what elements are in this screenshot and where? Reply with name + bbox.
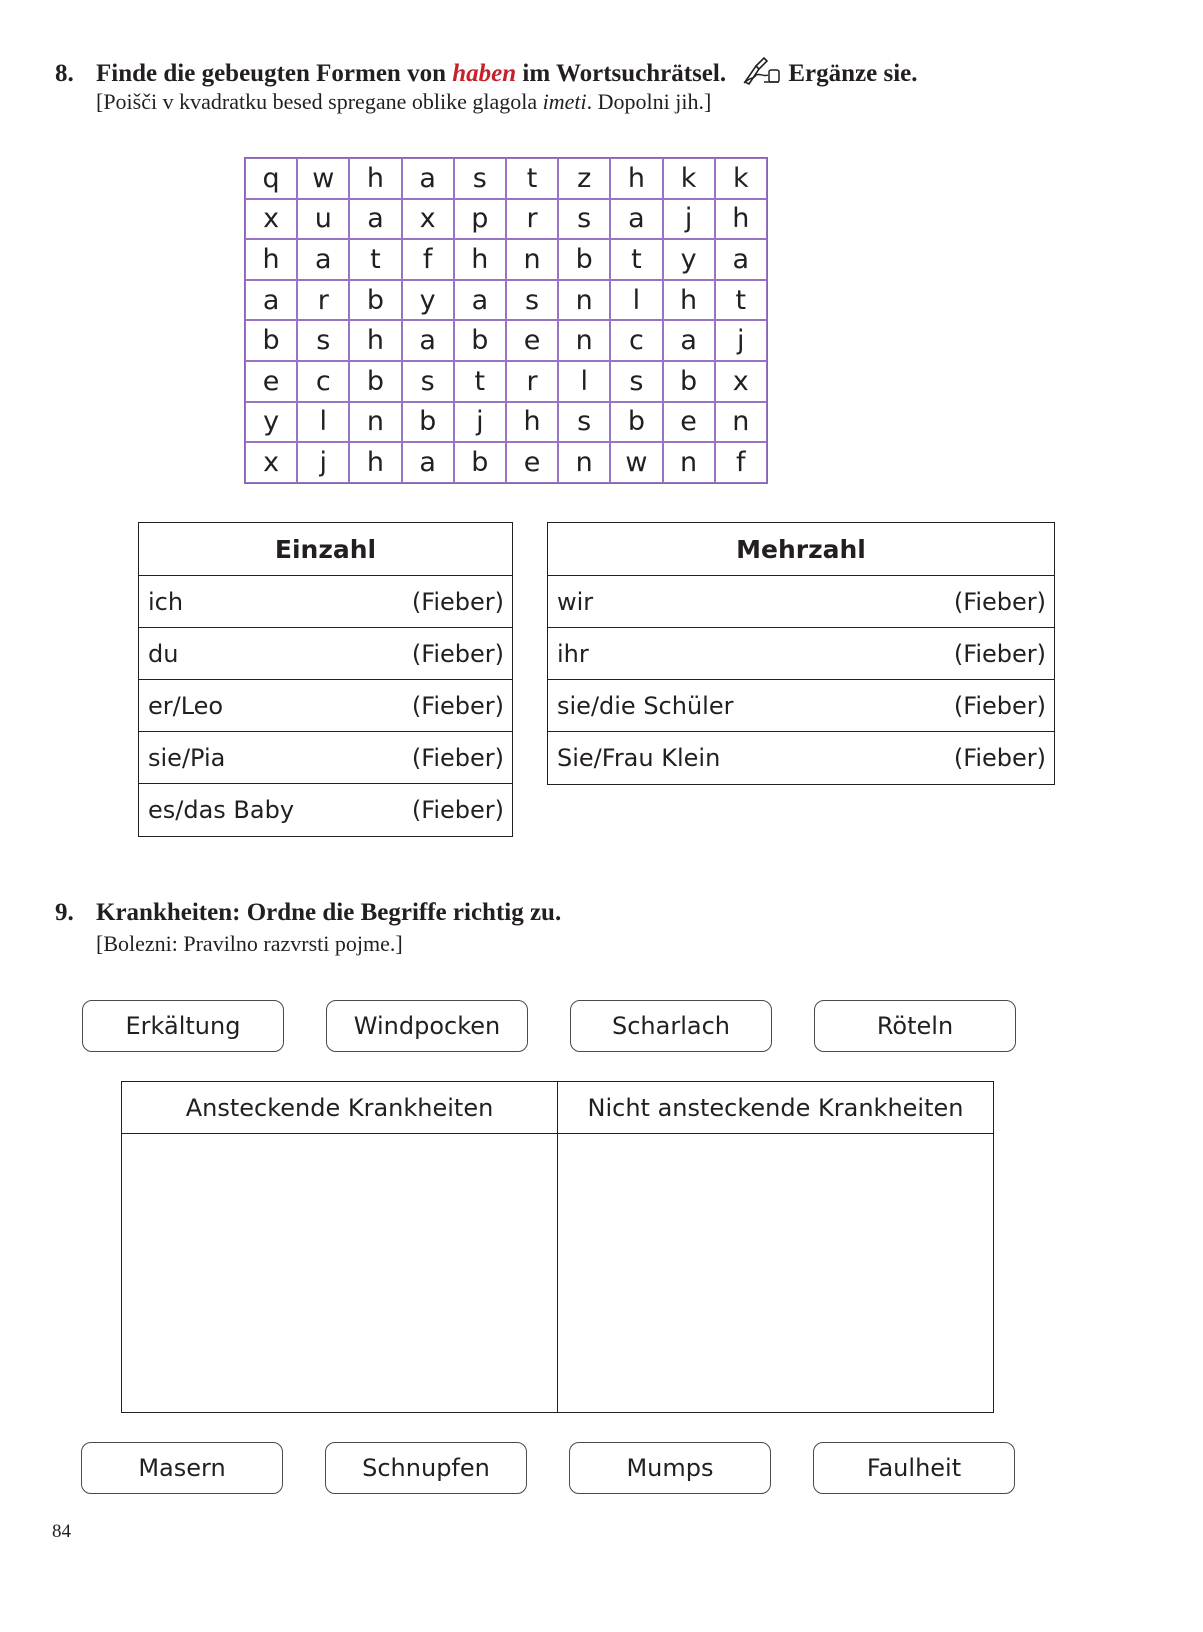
grid-cell[interactable]: h <box>245 239 297 280</box>
grid-cell[interactable]: n <box>349 402 401 443</box>
drop-area-contagious[interactable] <box>122 1134 558 1412</box>
grid-cell[interactable]: l <box>558 361 610 402</box>
grid-cell[interactable]: s <box>297 320 349 361</box>
title-text: Finde die gebeugten Formen von <box>96 60 453 87</box>
term-card[interactable]: Windpocken <box>326 1000 528 1052</box>
grid-cell[interactable]: p <box>454 199 506 240</box>
grid-cell[interactable]: h <box>454 239 506 280</box>
grid-cell[interactable]: h <box>663 280 715 321</box>
grid-cell[interactable]: h <box>349 320 401 361</box>
task-8-title <box>55 57 917 92</box>
grid-cell[interactable]: l <box>297 402 349 443</box>
hint-label: (Fieber) <box>411 691 504 720</box>
grid-cell[interactable]: a <box>402 320 454 361</box>
grid-cell[interactable]: b <box>402 402 454 443</box>
pronoun-label: ihr <box>557 639 589 668</box>
word-search-grid <box>244 157 768 484</box>
title-text: Ergänze sie. <box>788 60 918 87</box>
sorting-table <box>121 1081 994 1413</box>
pronoun-label: sie/Pia <box>148 743 226 772</box>
pronoun-label: du <box>148 639 179 668</box>
grid-cell[interactable]: t <box>454 361 506 402</box>
grid-cell[interactable]: n <box>558 280 610 321</box>
singular-table <box>138 522 513 837</box>
grid-cell[interactable]: k <box>715 158 767 199</box>
grid-cell[interactable]: f <box>715 442 767 483</box>
grid-cell[interactable]: n <box>663 442 715 483</box>
subtitle-text: [Poišči v kvadratku besed spregane oblike glagola <box>96 89 543 114</box>
grid-cell[interactable]: n <box>558 442 610 483</box>
plural-header: Mehrzahl <box>548 523 1054 576</box>
grid-cell[interactable]: t <box>715 280 767 321</box>
plural-table <box>547 522 1055 785</box>
grid-cell[interactable]: e <box>245 361 297 402</box>
pronoun-label: sie/die Schüler <box>557 691 734 720</box>
grid-cell[interactable]: h <box>349 442 401 483</box>
grid-cell[interactable]: r <box>506 199 558 240</box>
grid-cell[interactable]: e <box>663 402 715 443</box>
grid-cell[interactable]: t <box>610 239 662 280</box>
grid-cell[interactable]: x <box>402 199 454 240</box>
highlight-word: haben <box>452 60 517 87</box>
grid-cell[interactable]: c <box>610 320 662 361</box>
grid-cell[interactable]: w <box>610 442 662 483</box>
grid-cell[interactable]: b <box>349 280 401 321</box>
grid-cell[interactable]: s <box>558 402 610 443</box>
grid-cell[interactable]: n <box>715 402 767 443</box>
grid-cell[interactable]: s <box>558 199 610 240</box>
grid-cell[interactable]: n <box>506 239 558 280</box>
term-card[interactable]: Mumps <box>569 1442 771 1494</box>
grid-cell[interactable]: t <box>349 239 401 280</box>
pronoun-label: es/das Baby <box>148 796 295 824</box>
grid-cell[interactable]: w <box>297 158 349 199</box>
drop-area-non-contagious[interactable] <box>558 1134 993 1412</box>
hint-label: (Fieber) <box>953 744 1046 772</box>
grid-cell[interactable]: j <box>454 402 506 443</box>
grid-cell[interactable]: s <box>506 280 558 321</box>
conjugation-row[interactable] <box>139 680 512 732</box>
grid-cell[interactable]: a <box>297 239 349 280</box>
conjugation-row[interactable] <box>548 680 1054 732</box>
grid-cell[interactable]: j <box>715 320 767 361</box>
pronoun-label: ich <box>148 587 184 616</box>
task-number: 9. <box>55 899 74 926</box>
grid-cell[interactable]: h <box>506 402 558 443</box>
grid-cell[interactable]: x <box>715 361 767 402</box>
grid-cell[interactable]: x <box>245 442 297 483</box>
grid-cell[interactable]: a <box>245 280 297 321</box>
subtitle-italic: imeti <box>542 89 587 114</box>
grid-cell[interactable]: n <box>558 320 610 361</box>
page-number: 84 <box>52 1521 71 1542</box>
grid-cell[interactable]: h <box>715 199 767 240</box>
grid-cell[interactable]: a <box>402 442 454 483</box>
term-card[interactable]: Scharlach <box>570 1000 772 1052</box>
pronoun-label: Sie/Frau Klein <box>557 744 721 772</box>
grid-cell[interactable]: k <box>663 158 715 199</box>
term-card[interactable]: Röteln <box>814 1000 1016 1052</box>
term-card[interactable]: Masern <box>81 1442 283 1494</box>
pronoun-label: wir <box>557 587 594 616</box>
grid-cell[interactable]: u <box>297 199 349 240</box>
grid-cell[interactable]: b <box>663 361 715 402</box>
conjugation-row[interactable] <box>548 576 1054 628</box>
grid-cell[interactable]: r <box>297 280 349 321</box>
pronoun-label: er/Leo <box>148 691 224 720</box>
task-8-subtitle <box>96 89 711 115</box>
task-number: 8. <box>55 60 74 87</box>
pencil-writing-icon <box>742 57 782 92</box>
hint-label: (Fieber) <box>411 639 504 668</box>
task-9-title <box>55 899 561 927</box>
grid-cell[interactable]: c <box>297 361 349 402</box>
title-text: Krankheiten: Ordne die Begriffe richtig zu. <box>96 899 562 926</box>
grid-cell[interactable]: r <box>506 361 558 402</box>
conjugation-row[interactable] <box>548 732 1054 784</box>
grid-cell[interactable]: l <box>610 280 662 321</box>
grid-cell[interactable]: b <box>454 320 506 361</box>
term-card[interactable]: Faulheit <box>813 1442 1015 1494</box>
task-9-subtitle: [Bolezni: Pravilno razvrsti pojme.] <box>96 931 403 956</box>
grid-cell[interactable]: a <box>610 199 662 240</box>
grid-cell[interactable]: j <box>663 199 715 240</box>
grid-cell[interactable]: a <box>349 199 401 240</box>
grid-cell[interactable]: y <box>663 239 715 280</box>
grid-cell[interactable]: f <box>402 239 454 280</box>
grid-cell[interactable]: b <box>349 361 401 402</box>
grid-cell[interactable]: e <box>506 442 558 483</box>
grid-cell[interactable]: b <box>245 320 297 361</box>
conjugation-row[interactable] <box>548 628 1054 680</box>
grid-cell[interactable]: b <box>454 442 506 483</box>
grid-cell[interactable]: q <box>245 158 297 199</box>
grid-cell[interactable]: s <box>402 361 454 402</box>
grid-cell[interactable]: b <box>558 239 610 280</box>
column-header-non-contagious: Nicht ansteckende Krankheiten <box>558 1082 993 1134</box>
hint-label: (Fieber) <box>411 743 504 772</box>
grid-cell[interactable]: t <box>506 158 558 199</box>
grid-cell[interactable]: e <box>506 320 558 361</box>
grid-cell[interactable]: a <box>715 239 767 280</box>
hint-label: (Fieber) <box>953 691 1046 720</box>
conjugation-row[interactable] <box>139 628 512 680</box>
column-header-contagious: Ansteckende Krankheiten <box>122 1082 558 1134</box>
hint-label: (Fieber) <box>411 796 504 824</box>
hint-label: (Fieber) <box>411 587 504 616</box>
grid-cell[interactable]: y <box>402 280 454 321</box>
grid-cell[interactable]: s <box>454 158 506 199</box>
grid-cell[interactable]: a <box>663 320 715 361</box>
singular-header: Einzahl <box>139 523 512 576</box>
hint-label: (Fieber) <box>953 639 1046 668</box>
term-card[interactable]: Erkältung <box>82 1000 284 1052</box>
grid-cell[interactable]: z <box>558 158 610 199</box>
grid-cell[interactable]: h <box>349 158 401 199</box>
grid-cell[interactable]: y <box>245 402 297 443</box>
grid-cell[interactable]: a <box>454 280 506 321</box>
grid-cell[interactable]: b <box>610 402 662 443</box>
grid-cell[interactable]: s <box>610 361 662 402</box>
grid-cell[interactable]: h <box>610 158 662 199</box>
term-card[interactable]: Schnupfen <box>325 1442 527 1494</box>
grid-cell[interactable]: a <box>402 158 454 199</box>
conjugation-row[interactable] <box>139 576 512 628</box>
grid-cell[interactable]: j <box>297 442 349 483</box>
grid-cell[interactable]: x <box>245 199 297 240</box>
hint-label: (Fieber) <box>953 587 1046 616</box>
conjugation-row[interactable] <box>139 732 512 784</box>
subtitle-text: . Dopolni jih.] <box>586 89 712 114</box>
title-text: im Wortsuchrätsel. <box>516 60 727 87</box>
conjugation-row[interactable] <box>139 784 512 836</box>
